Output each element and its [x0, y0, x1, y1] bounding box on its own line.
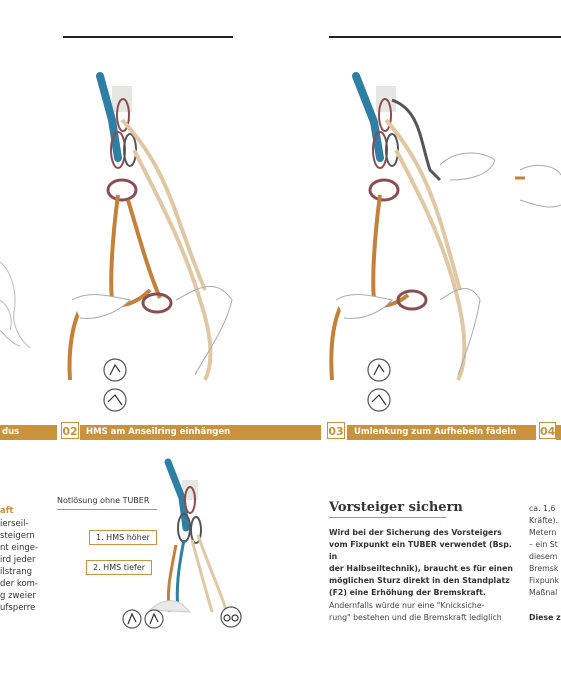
right-column-line: Bremsk — [529, 564, 559, 573]
caption-02-number: 02 — [61, 422, 79, 439]
caption-band-04 — [556, 425, 561, 440]
article-heading-underline — [329, 517, 446, 518]
panel-02-illustration — [70, 76, 232, 411]
left-column-line: ilstrang — [0, 567, 32, 577]
right-column-line: – ein St — [529, 540, 558, 549]
hand-right — [176, 286, 232, 375]
article-body — [329, 600, 519, 624]
hand-top — [440, 153, 495, 180]
body-line: Andernfalls würde nur eine "Knicksiche- — [329, 601, 485, 610]
grey-sling — [392, 100, 440, 180]
right-column-line: Diese z — [529, 613, 561, 622]
hms-higher-label: 1. HMS höher — [89, 530, 157, 545]
article-heading: Vorsteiger sichern — [329, 500, 463, 515]
left-column-line: steigern — [0, 531, 35, 541]
caption-01-text: dus — [2, 427, 20, 437]
hand-right-edge — [520, 165, 561, 207]
right-column-line: diesem — [529, 552, 558, 561]
left-column-line: nt einge- — [0, 543, 39, 553]
article-lead — [329, 527, 519, 599]
caption-03-text: Umlenkung zum Aufhebeln fädeln — [354, 427, 517, 437]
caption-04-number: 04 — [539, 422, 556, 439]
body-line: rung" bestehen und die Bremskraft lediglich — [329, 613, 502, 622]
lead-line: möglichen Sturz direkt in den Standplatz — [329, 576, 510, 585]
climber-icon-1 — [104, 359, 126, 381]
panel-03-illustration — [331, 76, 561, 411]
left-column-line: ird jeder — [0, 555, 36, 565]
notloesung-underline — [57, 509, 157, 510]
notloesung-illustration — [123, 462, 241, 628]
lead-line: vom Fixpunkt ein TUBER verwendet (Bsp. in — [329, 540, 512, 561]
caption-03-number: 03 — [327, 422, 345, 439]
caption-02-text: HMS am Anseilring einhängen — [86, 427, 231, 437]
right-column-line: Maßnal — [529, 588, 558, 597]
right-column-line: ca. 1,6 — [529, 504, 556, 513]
lead-line: der Halbseiltechnik), braucht es für einen — [329, 564, 513, 573]
right-column-line: Metern — [529, 528, 557, 537]
climber-icon-2 — [104, 389, 126, 411]
hms-lower-label: 2. HMS tiefer — [86, 560, 152, 575]
right-column-line: Kräfte). — [529, 516, 559, 525]
notloesung-title: Notlösung ohne TUBER — [57, 496, 150, 505]
left-column-line: ufsperre — [0, 603, 36, 613]
hand-left — [72, 295, 130, 319]
tuber-device — [108, 180, 136, 200]
lead-line: (F2) eine Erhöhung der Bremskraft. — [329, 588, 486, 597]
left-column-line: g zweier — [0, 591, 36, 601]
right-column-line: Fixpunk — [529, 576, 560, 585]
left-column-line: ierseil- — [0, 519, 29, 529]
left-column-title-fragment: aft — [0, 506, 14, 516]
left-column-line: der kom- — [0, 579, 38, 589]
lead-line: Wird bei der Sicherung des Vorsteigers — [329, 528, 502, 537]
panel-01-hand-illustration — [0, 262, 30, 348]
